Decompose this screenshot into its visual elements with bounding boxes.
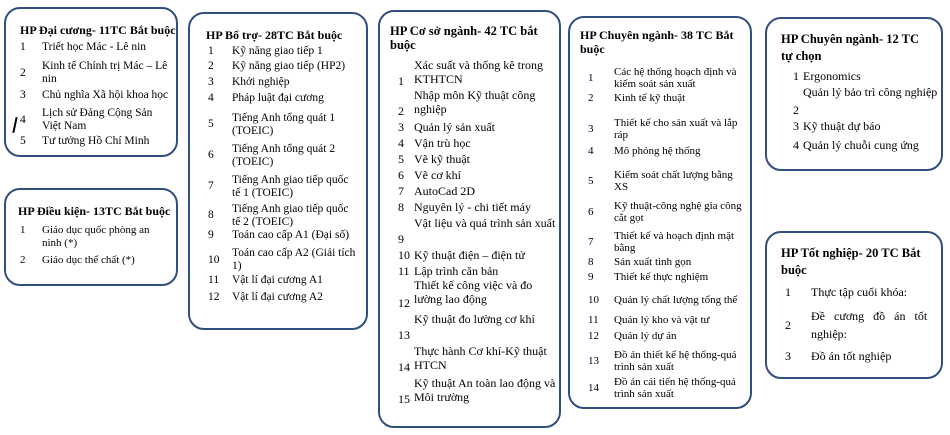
box-chuyen-nganh-bat-buoc [568,16,752,409]
list-item: 10 Quản lý chất lượng tổng thể [588,294,738,306]
list-item: 2 Giáo dục thể chất (*) [20,254,135,266]
list-item: 11 Quản lý kho và vật tư [588,314,710,326]
list-item: 1 Các hệ thống hoạch định và kiểm soát sản xuất [588,66,737,90]
list-item: 3 Chủ nghĩa Xã hội khoa học [20,89,169,101]
course-list [793,69,941,154]
list-item: 2 Nhập môn Kỹ thuật công nghiệp [398,88,536,118]
list-item: 6 Vẽ cơ khí [398,168,461,182]
list-item: 7 AutoCad 2D [398,184,475,198]
course-list [20,41,172,151]
box-dai-cuong [4,7,178,157]
list-item: 5 Tư tưởng Hồ Chí Minh [20,135,150,147]
list-item: 14 Đồ án cải tiến hệ thống-quá trình sản xuất [588,376,736,400]
course-list [785,283,935,367]
course-list [208,45,358,307]
list-item: 9 Thiết kế thực nghiệm [588,271,709,283]
list-item: 1 Kỹ năng giao tiếp 1 [208,45,323,57]
list-item: 9 Vật liệu và quá trình sản xuất [398,216,556,246]
list-item: 4 Mô phỏng hệ thống [588,145,701,157]
list-item: 2 Đề cương đồ án tốt nghiệp: [785,309,928,341]
list-item: 4 Quản lý chuỗi cung ứng [793,138,919,152]
list-item: 3 Đồ án tốt nghiệp [785,349,892,363]
box-dieu-kien [4,188,178,286]
list-item: 5 Vẽ kỹ thuật [398,152,470,166]
list-item: 2 Kỹ năng giao tiếp (HP2) [208,60,346,72]
course-list [20,224,170,270]
box-title: HP Bổ trợ- 28TC Bắt buộc [206,28,343,42]
box-bo-tro [188,12,368,330]
list-item: 12 Vật lí đại cương A2 [208,291,323,303]
box-title: HP Điều kiện- 13TC Bắt buộc [18,204,171,218]
list-item: 1 Giáo dục quốc phòng an ninh (*) [20,224,150,249]
box-title: HP Cơ sở ngành- 42 TC bắt buộc [390,24,538,52]
course-list [398,58,558,408]
list-item: 14 Thực hành Cơ khí-Kỹ thuật HTCN [398,344,547,374]
list-item: 4 Vận trù học [398,136,471,150]
list-item: 7 Thiết kế và hoạch định mặt bằng [588,230,735,254]
list-item: 11 Lập trình căn bản [398,264,499,278]
list-item: 3 Quản lý sản xuất [398,120,495,134]
list-item: 12 Quản lý dự án [588,330,677,342]
box-title: HP Tốt nghiệp- 20 TC Bắt buộc [781,246,921,277]
list-item: 2 Kinh tế kỹ thuật [588,92,686,104]
list-item: 13 Đồ án thiết kế hệ thống-quá trình sản xuất [588,348,737,373]
list-item: 13 Kỹ thuật đo lường cơ khí [398,312,535,342]
list-item: 6 Tiếng Anh tổng quát 2 (TOEIC) [208,142,336,168]
list-item: 3 Kỹ thuật dự báo [793,119,881,133]
list-item: 10 Kỹ thuật điện – điện tử [398,248,525,262]
list-item: 2 Kinh tế Chính trị Mác – Lê nin [20,60,168,85]
list-item: 10 Toán cao cấp A2 (Giải tích 1) [208,247,356,272]
list-item: 11 Vật lí đại cương A1 [208,274,323,286]
list-item: 6 Kỹ thuật-công nghệ gia công cắt gọt [588,200,742,224]
list-item: 5 Tiếng Anh tổng quát 1 (TOEIC) [208,111,336,137]
list-item: 3 Khởi nghiệp [208,76,290,88]
box-tot-nghiep [765,231,943,379]
list-item: 7 Tiếng Anh giao tiếp quốc tế 1 (TOEIC) [208,173,349,199]
list-item: 1 Ergonomics [793,69,861,83]
box-title: HP Chuyên ngành- 12 TC tự chọn [781,32,920,63]
list-item: 9 Toán cao cấp A1 (Đại số) [208,229,350,241]
list-item: 4 Lịch sử Đảng Cộng Sản Việt Nam [20,107,153,132]
pen-mark [12,117,17,133]
list-item: 12 Thiết kế công việc và đo lường lao động [398,278,533,310]
course-list [588,64,748,402]
list-item: 1 Triết học Mác - Lê nin [20,41,147,53]
box-co-so-nganh [378,10,561,428]
box-chuyen-nganh-tu-chon [765,17,943,171]
list-item: 8 Tiếng Anh giao tiếp quốc tế 2 (TOEIC) [208,202,349,228]
box-title: HP Chuyên ngành- 38 TC Bắt buộc [580,28,734,56]
list-item: 5 Kiểm soát chất lượng bằng XS [588,169,733,193]
list-item: 1 Xác suất và thống kê trong KTHTCN [398,58,543,88]
list-item: 2 Quản lý bảo trì công nghiệp [793,85,938,117]
list-item: 3 Thiết kế cho sản xuất và lắp ráp [588,117,738,141]
box-title: HP Đại cương- 11TC Bắt buộc [20,23,176,37]
list-item: 8 Nguyên lý - chi tiết máy [398,200,531,214]
list-item: 1 Thực tập cuối khóa: [785,285,908,299]
list-item: 8 Sản xuất tinh gọn [588,256,692,268]
list-item: 15 Kỹ thuật An toàn lao động và Môi trường [398,376,556,406]
list-item: 4 Pháp luật đại cương [208,92,324,104]
